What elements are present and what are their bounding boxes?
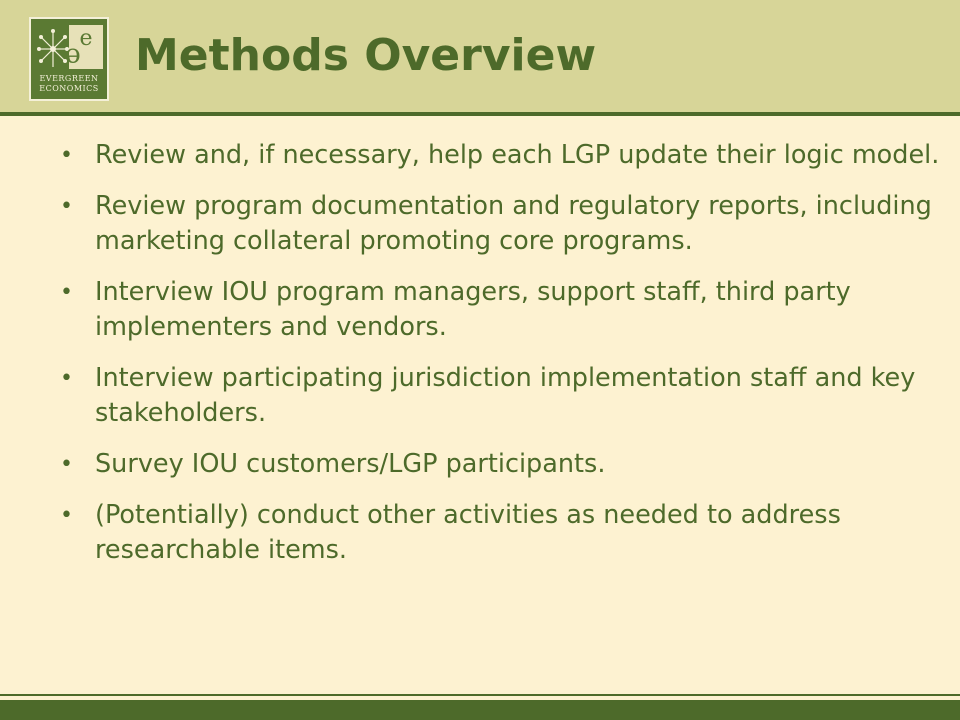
bullet-dot-icon: • [60,280,73,305]
bullet-dot-icon: • [60,452,73,477]
bullet-dot-icon: • [60,143,73,168]
evergreen-economics-logo [29,17,109,101]
bullet-dot-icon: • [60,194,73,219]
bullet-item [60,498,940,568]
bullet-item [60,275,940,345]
bullet-dot-icon: • [60,366,73,391]
bullet-text: Review program documentation and regulatory reports, including marketing collateral promoting core programs. [95,191,932,256]
header-divider [0,112,960,116]
bullet-item [60,447,940,482]
bullet-text: Survey IOU customers/LGP participants. [95,449,606,479]
bullet-item [60,138,940,173]
bullet-list [60,138,940,584]
bullet-dot-icon: • [60,503,73,528]
bullet-item [60,189,940,259]
logo-wordmark-line1: EVERGREEN [39,74,99,83]
logo-letter: e [79,26,93,51]
svg-text:e: e [65,42,81,72]
slide-footer-bar [0,700,960,720]
bullet-text: Review and, if necessary, help each LGP update their logic model. [95,140,940,170]
logo-wordmark-line2: ECONOMICS [39,84,99,93]
bullet-text: Interview participating jurisdiction implementation staff and key stakeholders. [95,363,916,428]
bullet-text: Interview IOU program managers, support staff, third party implementers and vendors. [95,277,851,342]
slide-title: Methods Overview [135,30,597,81]
bullet-item [60,361,940,431]
footer-divider [0,694,960,696]
bullet-text: (Potentially) conduct other activities as needed to address researchable items. [95,500,841,565]
